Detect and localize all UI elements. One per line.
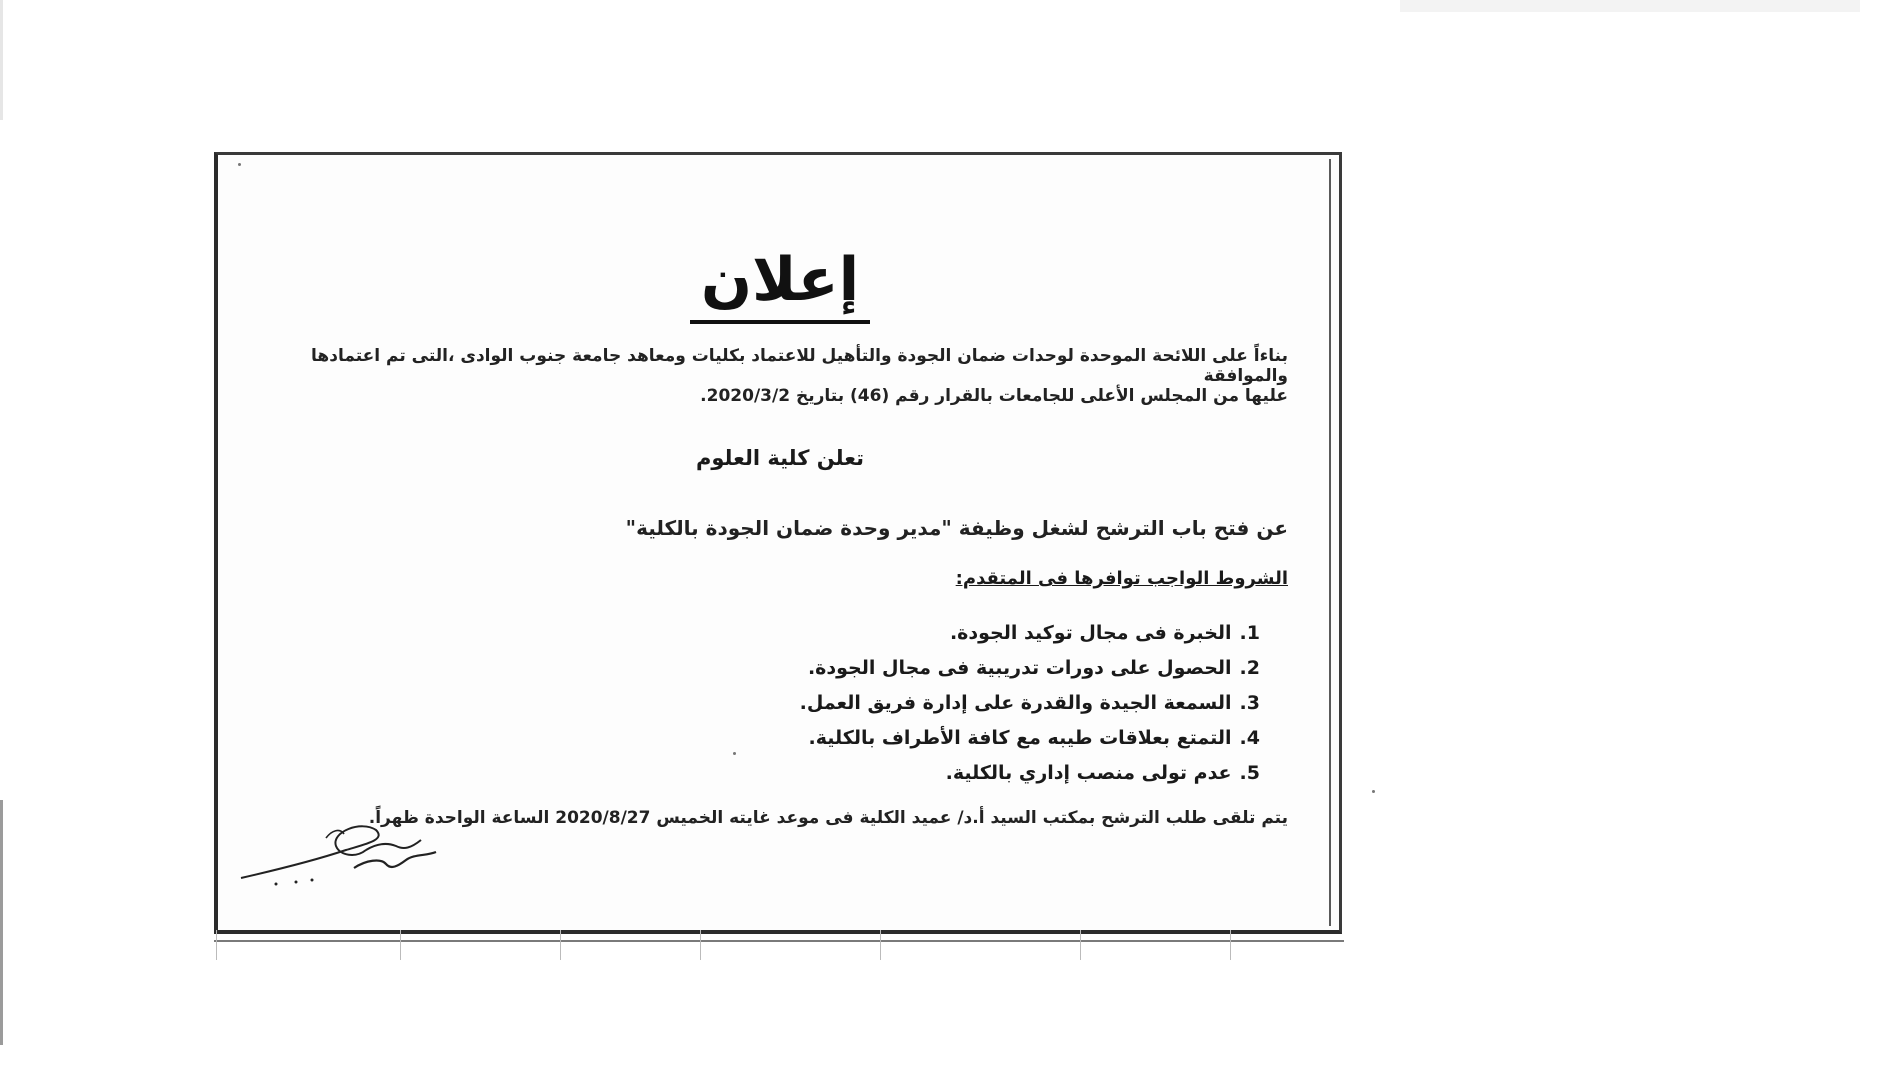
scan-line bbox=[400, 930, 401, 960]
signature-image bbox=[236, 820, 446, 890]
condition-text: الخبرة فى مجال توكيد الجودة. bbox=[949, 622, 1232, 644]
list-item bbox=[640, 686, 1260, 721]
list-item bbox=[640, 616, 1260, 651]
scan-line bbox=[700, 930, 701, 960]
condition-number: 4. bbox=[1239, 727, 1260, 749]
condition-number: 3. bbox=[1239, 692, 1260, 714]
scan-line bbox=[880, 930, 881, 960]
scan-line bbox=[1230, 930, 1231, 960]
vacancy-line: عن فتح باب الترشح لشغل وظيفة "مدير وحدة ضمان الجودة بالكلية" bbox=[625, 516, 1288, 540]
submission-line: يتم تلقى طلب الترشح بمكتب السيد أ.د/ عميد الكلية فى موعد غايته الخميس 2020/8/27 الساعة الواحدة ظهراً. bbox=[368, 808, 1288, 828]
scan-speck bbox=[238, 163, 241, 166]
frame-bottom-line bbox=[214, 940, 1344, 942]
list-item bbox=[640, 756, 1260, 791]
condition-number: 5. bbox=[1239, 762, 1260, 784]
condition-number: 2. bbox=[1239, 657, 1260, 679]
conditions-title: الشروط الواجب توافرها فى المتقدم: bbox=[955, 568, 1288, 589]
list-item bbox=[640, 651, 1260, 686]
condition-text: الحصول على دورات تدريبية فى مجال الجودة. bbox=[807, 657, 1232, 679]
announcer-line: تعلن كلية العلوم bbox=[696, 446, 864, 470]
scan-edge-left bbox=[0, 0, 3, 120]
conditions-list bbox=[640, 616, 1260, 791]
announcement-title: إعلان bbox=[690, 240, 870, 324]
list-item bbox=[640, 721, 1260, 756]
scan-line bbox=[560, 930, 561, 960]
scan-line bbox=[1080, 930, 1081, 960]
condition-text: السمعة الجيدة والقدرة على إدارة فريق العمل. bbox=[799, 692, 1232, 714]
scan-edge-top bbox=[1400, 0, 1860, 12]
intro-line-1: بناءاً على اللائحة الموحدة لوحدات ضمان الجودة والتأهيل للاعتماد بكليات ومعاهد جامعة جنوب الوادى ،التى تم اعتمادها والموافقة bbox=[311, 346, 1288, 386]
frame-inner-line bbox=[1329, 159, 1331, 926]
scan-edge-left-lower bbox=[0, 800, 3, 1045]
condition-number: 1. bbox=[1239, 622, 1260, 644]
condition-text: عدم تولى منصب إداري بالكلية. bbox=[945, 762, 1232, 784]
scan-line bbox=[216, 930, 217, 960]
intro-line-2: عليها من المجلس الأعلى للجامعات بالقرار رقم (46) بتاريخ 2020/3/2. bbox=[700, 386, 1288, 406]
condition-text: التمتع بعلاقات طيبه مع كافة الأطراف بالكلية. bbox=[808, 727, 1232, 749]
scan-speck bbox=[1372, 790, 1375, 793]
